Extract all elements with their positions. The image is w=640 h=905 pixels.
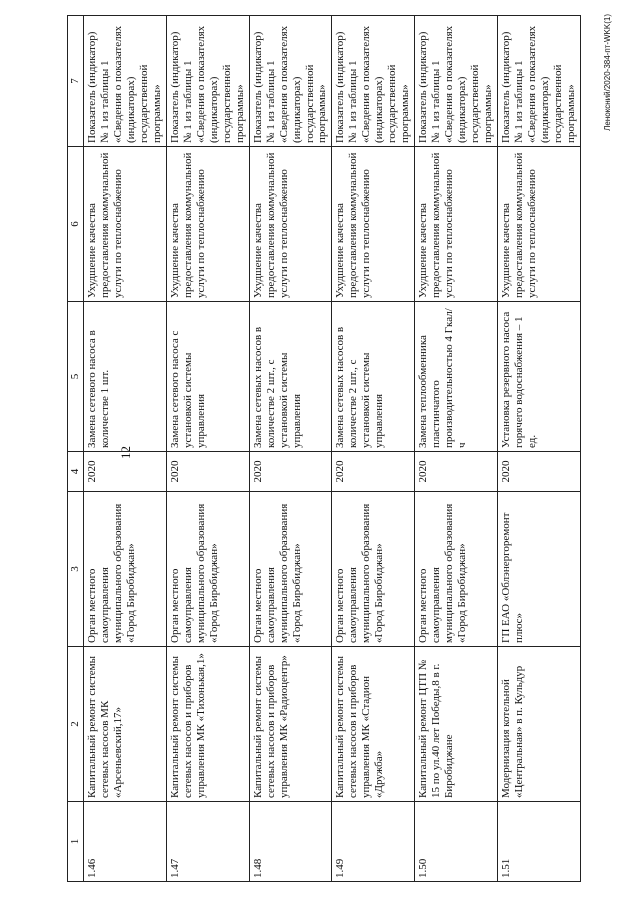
table-row	[84, 16, 167, 882]
header-col-1: 1	[68, 802, 84, 882]
year: 2020	[332, 452, 415, 492]
responsible-party: Орган местного самоуправления муниципального образования «Город Биробиджан»	[166, 492, 249, 647]
measure-name: Капитальный ремонт системы сетевых насосов МК «Арсеньевский,17»	[84, 647, 167, 802]
year: 2020	[166, 452, 249, 492]
measure-name: Капитальный ремонт системы сетевых насосов и приборов управления МК «Радиоцентр»	[249, 647, 332, 802]
table-row	[498, 16, 581, 882]
program-table	[67, 15, 581, 882]
year: 2020	[84, 452, 167, 492]
responsible-party: ГП ЕАО «Облэнергоремонт плюс»	[498, 492, 581, 647]
expected-result: Замена сетевых насосов в количестве 2 шт., с установкой системы управления	[332, 302, 415, 452]
indicator-link: Показатель (индикатор) № 1 из таблицы 1 «Сведения о показателях (индикаторах) государственной программы»	[332, 16, 415, 147]
row-number: 1.46	[84, 802, 167, 882]
expected-result: Замена сетевого насоса в количестве 1 шт.	[84, 302, 167, 452]
expected-result: Замена сетевого насоса с установкой системы управления	[166, 302, 249, 452]
row-number: 1.49	[332, 802, 415, 882]
responsible-party: Орган местного самоуправления муниципального образования «Город Биробиджан»	[249, 492, 332, 647]
measure-name: Капитальный ремонт ЦТП № 15 по ул.40 лет Победы,8 в г. Биробиджане	[415, 647, 498, 802]
indicator-link: Показатель (индикатор) № 1 из таблицы 1 «Сведения о показателях (индикаторах) государственной программы»	[249, 16, 332, 147]
table-row	[332, 16, 415, 882]
consequence: Ухудшение качества предоставления коммунальной услуги по теплоснабжению	[249, 147, 332, 302]
row-number: 1.51	[498, 802, 581, 882]
year: 2020	[249, 452, 332, 492]
header-col-6: 6	[68, 147, 84, 302]
responsible-party: Орган местного самоуправления муниципального образования «Город Биробиджан»	[415, 492, 498, 647]
table-row	[249, 16, 332, 882]
indicator-link: Показатель (индикатор) № 1 из таблицы 1 «Сведения о показателях (индикаторах) государственной программы»	[415, 16, 498, 147]
responsible-party: Орган местного самоуправления муниципального образования «Город Биробиджан»	[84, 492, 167, 647]
indicator-link: Показатель (индикатор) № 1 из таблицы 1 «Сведения о показателях (индикаторах) государственной программы»	[84, 16, 167, 147]
expected-result: Замена сетевых насосов в количестве 2 шт., с установкой системы управления	[249, 302, 332, 452]
measure-name: Капитальный ремонт системы сетевых насосов и приборов управления МК «Тихонькая,1»	[166, 647, 249, 802]
consequence: Ухудшение качества предоставления коммунальной услуги по теплоснабжению	[415, 147, 498, 302]
row-number: 1.48	[249, 802, 332, 882]
header-col-7: 7	[68, 16, 84, 147]
year: 2020	[498, 452, 581, 492]
header-row	[68, 16, 84, 882]
measure-name: Модернизация котельной «Центральная» в п. Кульдур	[498, 647, 581, 802]
header-col-3: 3	[68, 492, 84, 647]
row-number: 1.50	[415, 802, 498, 882]
measure-name: Капитальный ремонт системы сетевых насосов и приборов управления МК «Стадион «Дружба»	[332, 647, 415, 802]
consequence: Ухудшение качества предоставления коммунальной услуги по теплоснабжению	[166, 147, 249, 302]
consequence: Ухудшение качества предоставления коммунальной услуги по теплоснабжению	[332, 147, 415, 302]
row-number: 1.47	[166, 802, 249, 882]
header-col-2: 2	[68, 647, 84, 802]
indicator-link: Показатель (индикатор) № 1 из таблицы 1 «Сведения о показателях (индикаторах) государственной программы»	[166, 16, 249, 147]
table-row	[166, 16, 249, 882]
expected-result: Замена теплообменника пластинчатого производительностью 4 Гкал/ч	[415, 302, 498, 452]
table-row	[415, 16, 498, 882]
consequence: Ухудшение качества предоставления коммунальной услуги по теплоснабжению	[498, 147, 581, 302]
expected-result: Установка резервного насоса горячего водоснабжения – 1 ед.	[498, 302, 581, 452]
indicator-link: Показатель (индикатор) № 1 из таблицы 1 «Сведения о показателях (индикаторах) государственной программы»	[498, 16, 581, 147]
header-col-5: 5	[68, 302, 84, 452]
page-number: 12	[118, 446, 133, 459]
year: 2020	[415, 452, 498, 492]
consequence: Ухудшение качества предоставления коммунальной услуги по теплоснабжению	[84, 147, 167, 302]
responsible-party: Орган местного самоуправления муниципального образования «Город Биробиджан»	[332, 492, 415, 647]
header-col-4: 4	[68, 452, 84, 492]
document-footer-code: Леноксний/2020-384-пт-WKK(1)	[603, 14, 612, 131]
